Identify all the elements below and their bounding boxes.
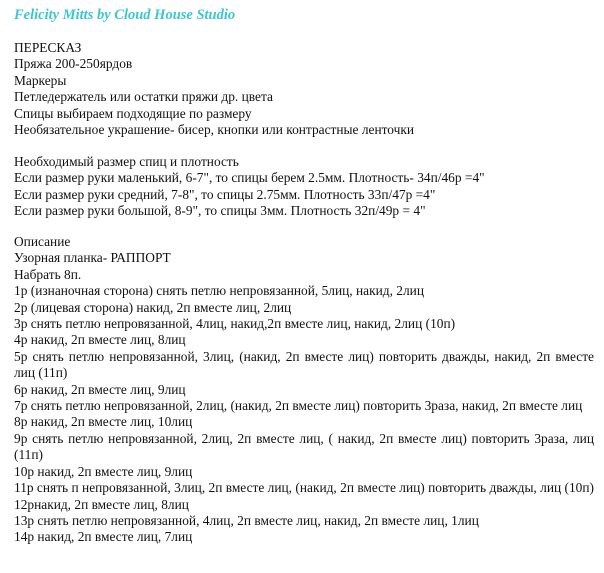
row-10: 10р накид, 2п вместе лиц, 9лиц (14, 463, 193, 479)
materials-section (14, 40, 594, 138)
materials-line-embellishment: Необязательное украшение- бисер, кнопки или контрастные ленточки (14, 122, 415, 138)
row-3: 3р снять петлю непровязанной, 4лиц, накид,2п вместе лиц, накид, 2лиц (10п) (14, 316, 456, 332)
row-7: 7р снять петлю непровязанной, 2лиц, (накид, 2п вместе лиц) повторить 3раза, накид, 2п вместе лиц (14, 398, 583, 414)
materials-line-stitch-holder: Петледержатель или остатки пряжи др. цвета (14, 89, 273, 105)
sizes-section (14, 154, 594, 220)
row-8: 8р накид, 2п вместе лиц, 10лиц (14, 414, 193, 430)
row-11: 11р снять п непровязанной, 3лиц, 2п вместе лиц, (накид, 2п вместе лиц) повторить дважды, лиц (10п) (14, 480, 594, 496)
row-6: 6р накид, 2п вместе лиц, 9лиц (14, 381, 186, 397)
size-line-medium: Если размер руки средний, 7-8", то спицы 2.75мм. Плотность 33п/47р =4" (14, 186, 436, 202)
row-4: 4р накид, 2п вместе лиц, 8лиц (14, 332, 186, 348)
row-2: 2р (лицевая сторона) накид, 2п вместе лиц, 2лиц (14, 299, 292, 315)
section-heading-retelling: ПЕРЕСКАЗ (14, 40, 82, 55)
section-heading-description: Описание (14, 234, 71, 249)
row-9: 9р снять петлю непровязанной, 2лиц, 2п вместе лиц, ( накид, 2п вместе лиц) повторить 3раза, лиц (11п) (14, 430, 594, 463)
cast-on-line: Набрать 8п. (14, 266, 82, 282)
row-1: 1р (изнаночная сторона) снять петлю непровязанной, 5лиц, накид, 2лиц (14, 283, 424, 299)
row-13: 13р снять петлю непровязанной, 4лиц, 2п вместе лиц, накид, 2п вместе лиц, 1лиц (14, 512, 479, 528)
description-section (14, 234, 594, 546)
document-title: Felicity Mitts by Cloud House Studio (14, 7, 236, 23)
row-5: 5р снять петлю непровязанной, 3лиц, (накид, 2п вместе лиц) повторить дважды, накид, 2п вместе лиц (11п) (14, 348, 594, 381)
materials-line-markers: Маркеры (14, 72, 67, 88)
section-heading-sizes: Необходимый размер спиц и плотность (14, 154, 239, 169)
size-line-small: Если размер руки маленький, 6-7", то спицы берем 2.5мм. Плотность- 34п/46р =4" (14, 170, 485, 186)
row-14: 14р накид, 2п вместе лиц, 7лиц (14, 529, 193, 545)
size-line-large: Если размер руки большой, 8-9", то спицы 3мм. Плотность 32п/49р = 4" (14, 203, 426, 219)
materials-line-yarn: Пряжа 200-250ярдов (14, 56, 133, 72)
materials-line-needles: Спицы выбираем подходящие по размеру (14, 105, 252, 121)
pattern-panel-heading: Узорная планка- РАППОРТ (14, 250, 171, 266)
row-12: 12рнакид, 2п вместе лиц, 8лиц (14, 496, 189, 512)
